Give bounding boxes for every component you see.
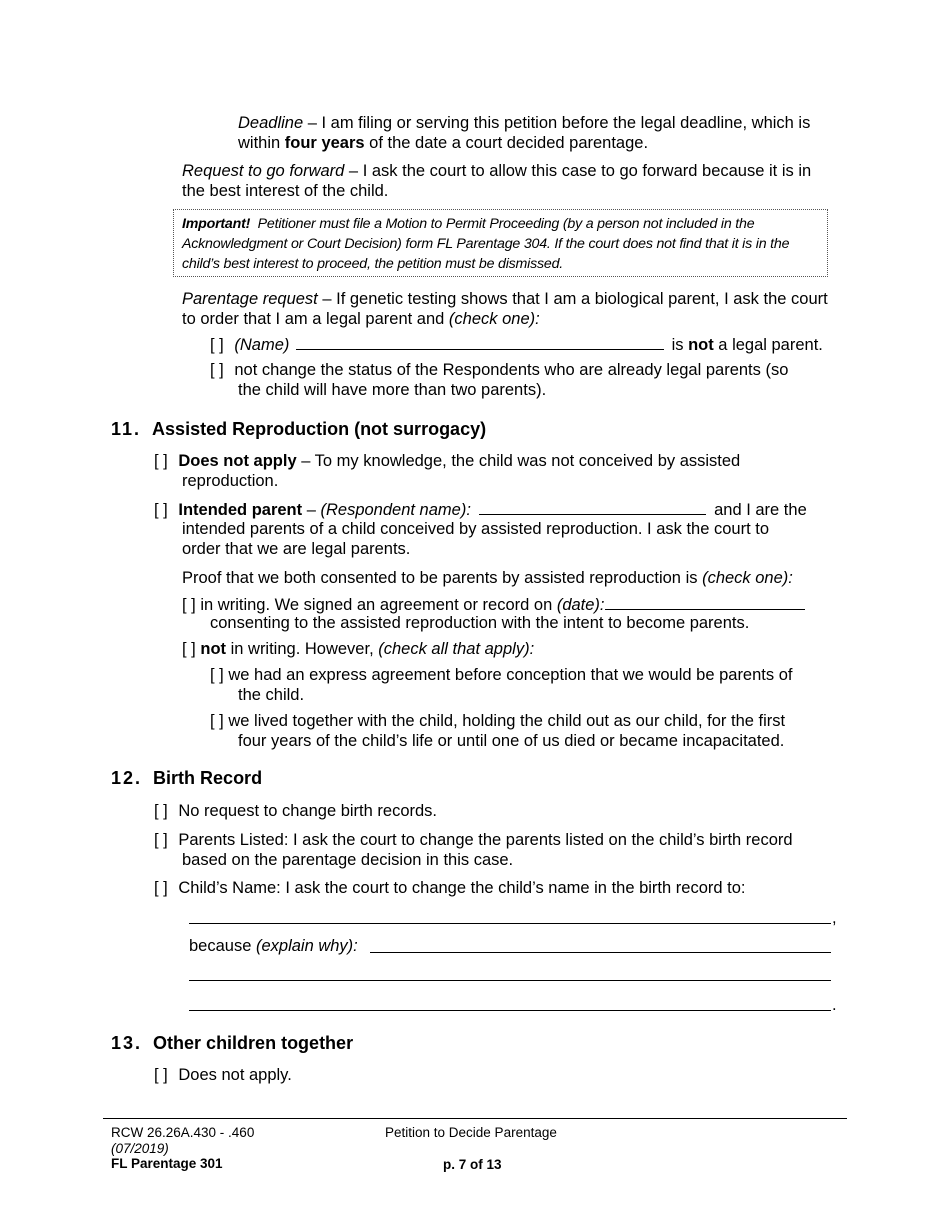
explain-input-line[interactable] [370, 952, 831, 953]
respondent-name-line[interactable] [479, 499, 706, 515]
parentage-option-status: [ ] not change the status of the Respondents who are already legal parents (so [210, 361, 789, 379]
important-notice: Important! Petitioner must file a Motion to Permit Proceeding (by a person not included in the Acknowledgment or Court Decision) form FL Parentage 304. If the court does not find that it is in the child’s best interest to proceed, the petition must be dismissed. [173, 209, 828, 277]
checkbox[interactable]: [ ] [210, 712, 224, 730]
footer-date: (07/2019) [111, 1140, 169, 1156]
checkbox[interactable]: [ ] [210, 335, 224, 354]
s11-intended-parent: [ ] Intended parent – (Respondent name): and I are the [154, 500, 807, 519]
footer-page: p. 7 of 13 [443, 1157, 502, 1172]
proof-line: Proof that we both consented to be parents by assisted reproduction is (check one): [182, 569, 793, 587]
checkbox[interactable]: [ ] [210, 361, 224, 379]
footer-title: Petition to Decide Parentage [385, 1125, 557, 1140]
request-forward-paragraph: Request to go forward – I ask the court to allow this case to go forward because it is in the best interest of the child. [182, 162, 812, 201]
important-label: Important! [182, 216, 251, 232]
footer-form: FL Parentage 301 [111, 1156, 223, 1172]
date-input-line[interactable] [605, 594, 805, 610]
footer-rule [103, 1118, 847, 1119]
proof-not-in-writing: [ ] not in writing. However, (check all that apply): [182, 640, 535, 658]
s13-does-not-apply: [ ] Does not apply. [154, 1066, 292, 1084]
deadline-paragraph: Deadline – I am filing or serving this petition before the legal deadline, which is within four years of the date a court decided parentage. [238, 114, 811, 153]
checkbox[interactable]: [ ] [182, 595, 196, 614]
checkbox[interactable]: [ ] [182, 640, 196, 658]
checkbox[interactable]: [ ] [154, 802, 168, 820]
parentage-option-name: [ ] (Name) is not a legal parent. [210, 335, 823, 354]
express-agreement-option: [ ] we had an express agreement before conception that we would be parents of [210, 666, 793, 684]
proof-in-writing: [ ] in writing. We signed an agreement or record on (date): [182, 594, 805, 615]
because-line: because (explain why): [189, 937, 358, 955]
child-name-line[interactable] [189, 923, 831, 924]
checkbox[interactable]: [ ] [154, 879, 168, 897]
s12-no-request: [ ] No request to change birth records. [154, 802, 438, 820]
lived-together-option: [ ] we lived together with the child, holding the child out as our child, for the first [210, 712, 786, 730]
footer-rcw: RCW 26.26A.430 - .460 [111, 1125, 255, 1140]
explain-line-2[interactable] [189, 980, 831, 981]
footer-left [111, 1125, 254, 1172]
parentage-request-title: Parentage request [182, 290, 318, 308]
section-11-heading: 11. Assisted Reproduction (not surrogacy) [111, 419, 487, 439]
checkbox[interactable]: [ ] [154, 831, 168, 849]
s12-parents-listed: [ ] Parents Listed: I ask the court to change the parents listed on the child’s birth record [154, 831, 793, 849]
checkbox[interactable]: [ ] [154, 452, 168, 470]
section-12-heading: 12. Birth Record [111, 768, 263, 788]
s12-childs-name: [ ] Child’s Name: I ask the court to change the child’s name in the birth record to: [154, 879, 746, 897]
section-13-heading: 13. Other children together [111, 1033, 354, 1053]
checkbox[interactable]: [ ] [210, 666, 224, 684]
deadline-title: Deadline [238, 114, 304, 132]
s11-does-not-apply: [ ] Does not apply – To my knowledge, the child was not conceived by assisted [154, 452, 741, 470]
request-forward-title: Request to go forward [182, 162, 345, 180]
checkbox[interactable]: [ ] [154, 1066, 168, 1084]
checkbox[interactable]: [ ] [154, 500, 168, 519]
explain-line-3[interactable] [189, 1010, 831, 1011]
parentage-request-paragraph: Parentage request – If genetic testing shows that I am a biological parent, I ask the court to order that I am a legal parent and (check one): [182, 290, 828, 329]
name-input-line[interactable] [296, 334, 664, 350]
